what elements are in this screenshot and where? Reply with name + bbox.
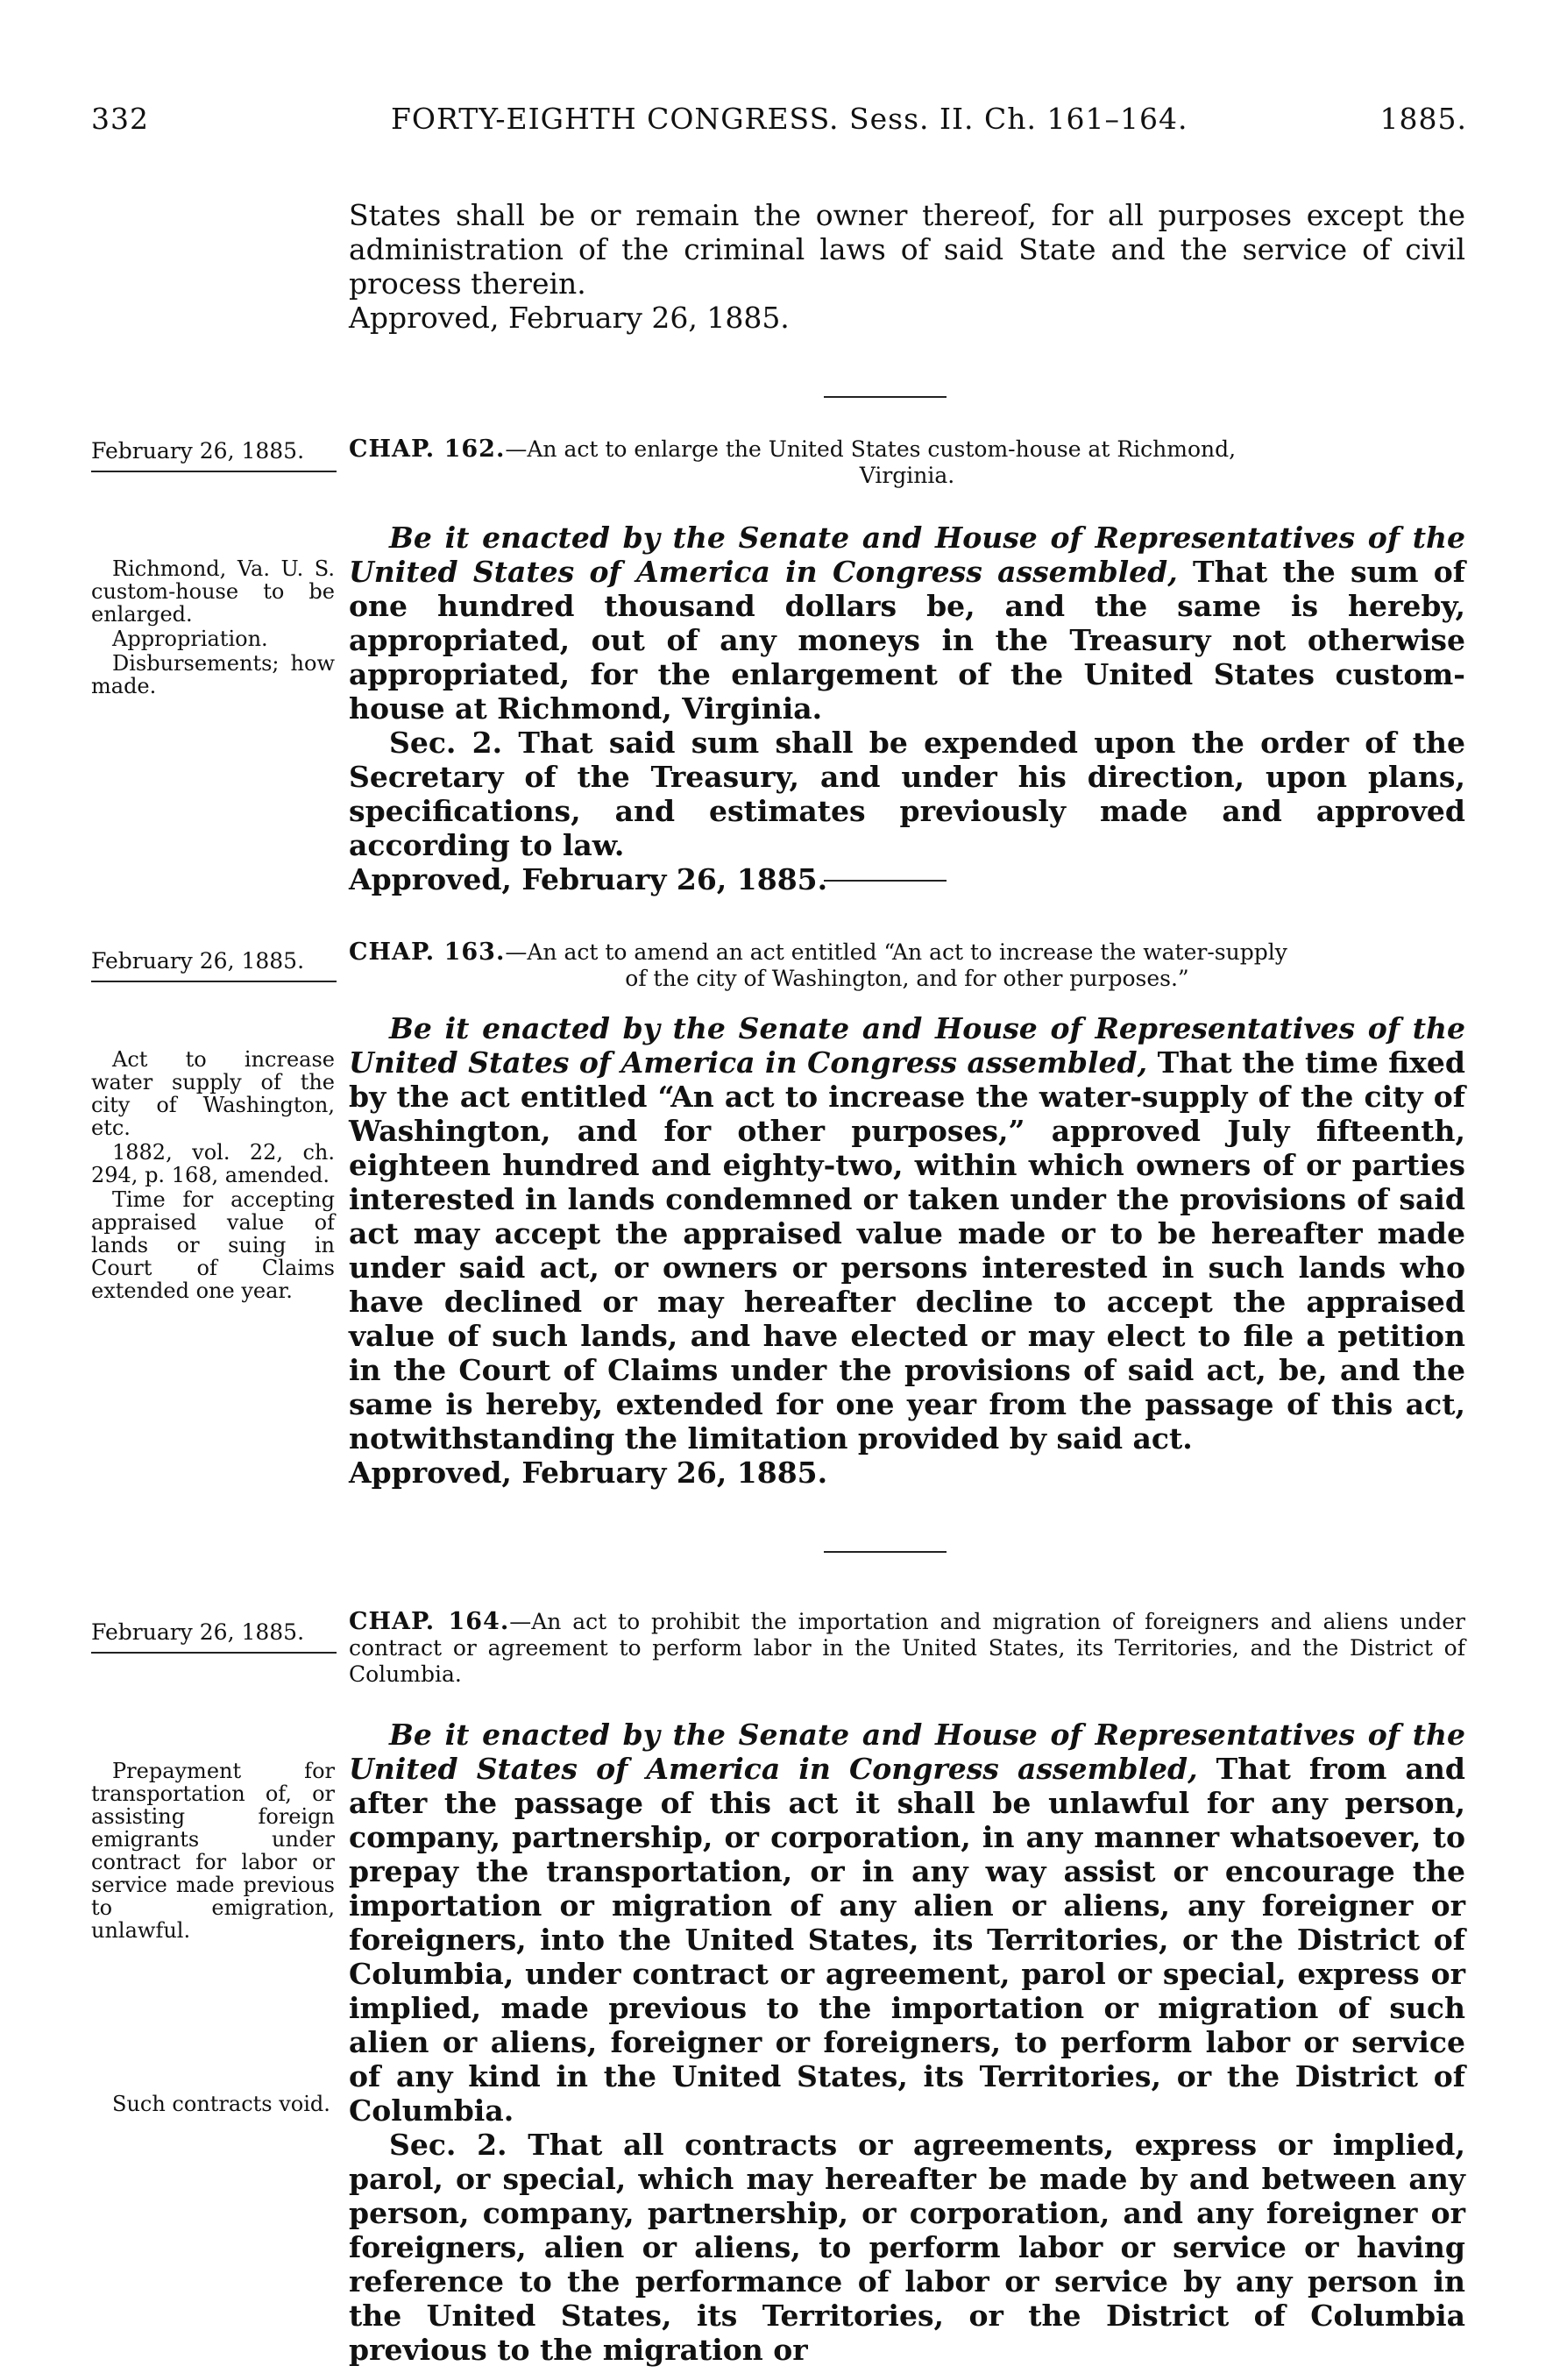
continuation-approved: Approved, February 26, 1885.: [349, 301, 790, 335]
chap162-body: [349, 521, 1465, 896]
chap162-sec2: That said sum shall be expended upon the order of the Secretary of the Treasury, and under his direction, upon plans, specifications, and estimates previously made and approved according to law.: [349, 726, 1465, 862]
chap162-title-line2: Virginia.: [859, 463, 955, 488]
chap164-label: CHAP. 164.: [349, 1608, 510, 1635]
chap162-heading: [349, 436, 1465, 489]
chap162-label: CHAP. 162.: [349, 436, 506, 463]
section-divider: [824, 880, 947, 882]
chap163-label: CHAP. 163.: [349, 939, 506, 966]
chap164-title: —An act to prohibit the importation and migration of foreigners and aliens under contract or agreement to perform labor in the United States, its Territories, and the District of Columbia.: [349, 1609, 1465, 1687]
chap164-sec2: That all contracts or agreements, express or implied, parol, or special, which may hereafter be made by and between any person, company, partnership, or corporation, and any foreigner or foreigners, alien or aliens, to perform labor or service or having reference to the performance of labor or service by any person in the United States, its Territories, or the District of Columbia previous to the migration or: [349, 2128, 1465, 2367]
section-divider: [824, 396, 947, 398]
chap164-margin-note1: Prepayment for transportation of, or assisting foreign emigrants under contract for labor or service made previous to emigration, unlawful.: [91, 1759, 335, 1943]
section-divider: [824, 1551, 947, 1553]
chap163-margin-note2: 1882, vol. 22, ch. 294, p. 168, amended.: [91, 1140, 335, 1187]
chap164-heading: [349, 1609, 1465, 1688]
chap163-margin-notes: [91, 1048, 335, 1304]
chap163-text: That the time fixed by the act entitled “An act to increase the water-supply of the city of Washington, and for other purposes,” approved July fifteenth, eighteen hundred and eighty-two, within which owners of or parties interested in lands condemned or taken under the provisions of said act may accept the appraised value made or to be hereafter made under said act, or owners or persons interested in such lands who have declined or may hereafter decline to accept the appraised value of such lands, and have elected or may elect to file a petition in the Court of Claims under the provisions of said act, be, and the same is hereby, extended for one year from the passage of this act, notwithstanding the limitation provided by said act.: [349, 1045, 1465, 1456]
continuation-text: States shall be or remain the owner thereof, for all purposes except the administration of the criminal laws of said State and the service of civil process therein.: [349, 198, 1465, 301]
chap163-body: [349, 1011, 1465, 1490]
chap164-date: February 26, 1885.: [91, 1619, 337, 1654]
running-header: [91, 102, 1485, 147]
chap162-date: February 26, 1885.: [91, 438, 337, 472]
chap162-enacting-clause: Be it enacted by the Senate and House of Representatives of the United States of America in Congress assembled,: [349, 521, 1465, 589]
chap163-heading: [349, 939, 1465, 992]
chap162-margin-note3: Disbursements; how made.: [91, 651, 335, 698]
chap164-enacting-clause: Be it enacted by the Senate and House of Representatives of the United States of America in Congress assembled,: [349, 1718, 1465, 1786]
chap162-margin-note2: Appropriation.: [112, 627, 268, 651]
chap164-body: [349, 1718, 1465, 2367]
chap163-title-line1: —An act to amend an act entitled “An act to increase the water-supply: [505, 939, 1287, 965]
chap164-margin-note2: Such contracts void.: [112, 2092, 330, 2116]
chap164-sec1: That from and after the passage of this act it shall be unlawful for any person, company, partnership, or corporation, in any manner whatsoever, to prepay the transportation, or in any way assist or encourage the importation or migration of any alien or aliens, any foreigner or foreigners, into the United States, its Territories, or the District of Columbia, under contract or agreement, parol or special, express or implied, made previous to the importation or migration of such alien or aliens, foreigner or foreigners, to perform labor or service of any kind in the United States, its Territories, or the District of Columbia.: [349, 1752, 1465, 2128]
page-number: 332: [91, 102, 149, 136]
chap162-sec1: That the sum of one hundred thousand dollars be, and the same is hereby, appropriated, out of any moneys in the Treasury not otherwise appropriated, for the enlargement of the United States custom-house at Richmond, Virginia.: [349, 555, 1465, 726]
chap163-date: February 26, 1885.: [91, 948, 337, 982]
chap163-title-line2: of the city of Washington, and for other purposes.”: [625, 966, 1189, 991]
chap164-margin-notes: [91, 1760, 335, 2117]
chap162-title-line1: —An act to enlarge the United States custom-house at Richmond,: [505, 436, 1237, 462]
chap163-margin-note1: Act to increase water supply of the city of Washington, etc.: [91, 1047, 335, 1140]
header-year: 1885.: [1379, 102, 1467, 136]
chap162-approved: Approved, February 26, 1885.: [349, 862, 828, 896]
chap164-sec2-label: Sec. 2.: [389, 2128, 507, 2162]
chap163-margin-note3: Time for accepting appraised value of lands or suing in Court of Claims extended one year.: [91, 1187, 335, 1303]
chap163-approved: Approved, February 26, 1885.: [349, 1456, 828, 1490]
chap162-margin-notes: [91, 557, 335, 699]
chap163-enacting-clause: Be it enacted by the Senate and House of Representatives of the United States of America in Congress assembled,: [349, 1011, 1465, 1080]
chap162-sec2-label: Sec. 2.: [389, 726, 503, 760]
running-title: FORTY-EIGHTH CONGRESS. Sess. II. Ch. 161–164.: [391, 102, 1188, 136]
chap161-continuation: [349, 198, 1465, 335]
chap162-margin-note1: Richmond, Va. U. S. custom-house to be enlarged.: [91, 556, 335, 627]
